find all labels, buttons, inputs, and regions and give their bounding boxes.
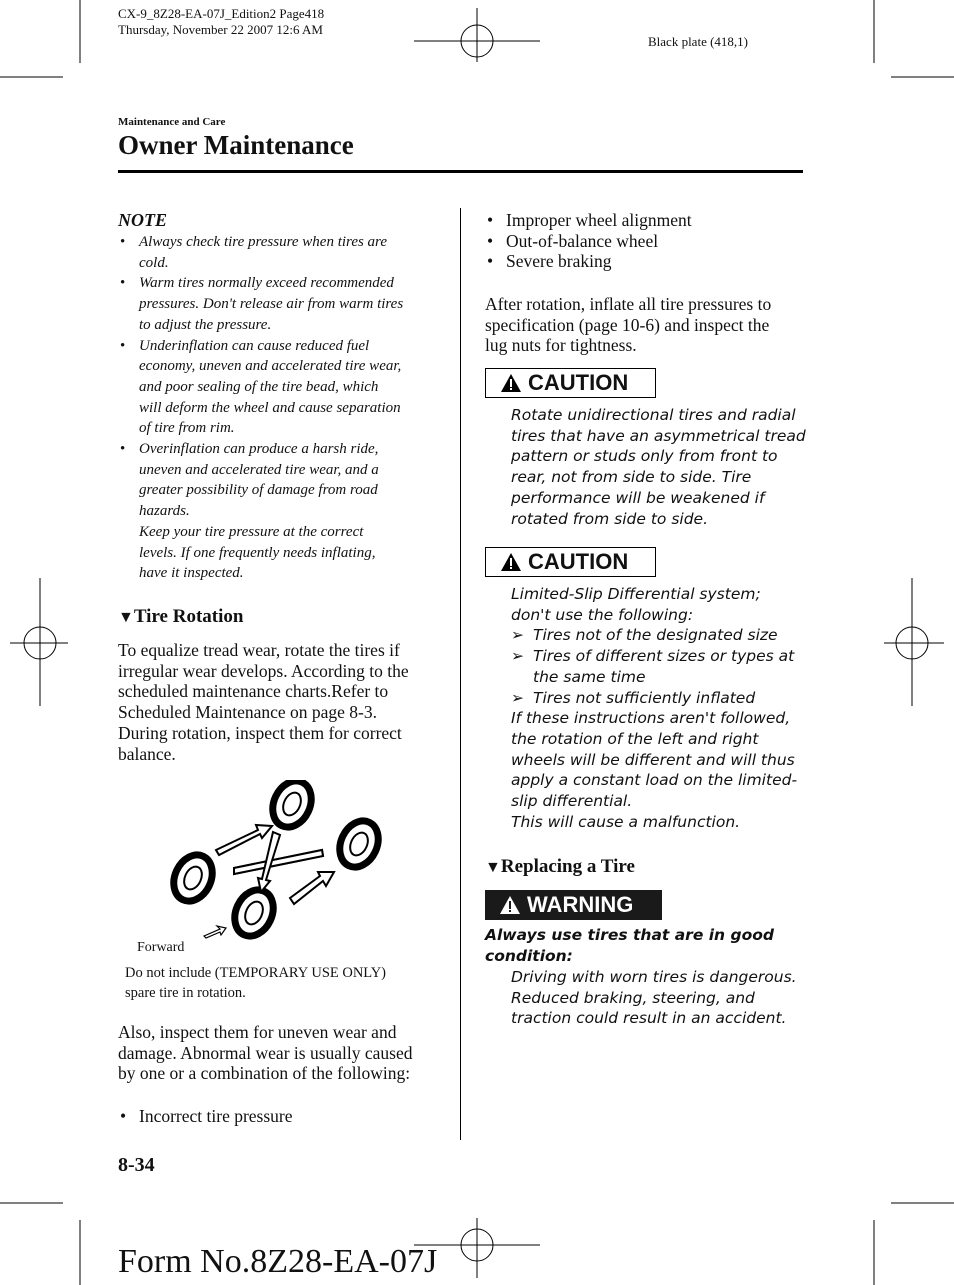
text-line: and poor sealing of the tire bead, which: [139, 378, 379, 395]
text-line: pressures. Don't release air from warm tires: [139, 296, 404, 313]
triangle-icon: ▼: [118, 609, 134, 626]
text-line: This will cause a malfunction.: [511, 812, 741, 831]
forward-arrow-icon: [204, 926, 226, 938]
note-item: [118, 439, 440, 584]
cause-item-1: [118, 1106, 448, 1127]
warning-triangle-icon: [499, 895, 521, 915]
text-line: slip differential.: [511, 792, 633, 811]
text-line: rear, not from side to side. Tire: [511, 468, 752, 487]
caution-1-text: [511, 405, 811, 529]
replacing-heading-text: Replacing a Tire: [500, 856, 635, 877]
text-line: Driving with worn tires is dangerous.: [511, 968, 797, 986]
cause-text: Incorrect tire pressure: [139, 1106, 293, 1126]
warning-triangle-icon: [500, 373, 522, 393]
caution-list-item: [511, 625, 811, 646]
note-list: [118, 232, 440, 584]
diagram-caption: [125, 964, 435, 1003]
cause-item-3: [485, 231, 805, 252]
text-line: Tires of different sizes or types at: [533, 647, 795, 666]
text-line: wheels will be different and will thus: [511, 750, 795, 769]
page-number: 8-34: [118, 1154, 155, 1176]
text-line: rotated from side to side.: [511, 509, 709, 528]
bullet-icon: •: [120, 1106, 127, 1126]
text-line: by one or a combination of the following:: [118, 1063, 411, 1084]
tire-rotation-heading: [118, 606, 243, 628]
text-line: After rotation, inflate all tire pressures to: [485, 294, 772, 314]
text-line: the rotation of the left and right: [511, 729, 759, 748]
warning-box: [485, 890, 662, 920]
text-line: performance will be weakened if: [511, 488, 765, 507]
text-line: will deform the wheel and cause separation: [139, 399, 401, 416]
text-line: condition:: [485, 946, 573, 965]
cause-list-continued: [485, 210, 805, 272]
bullet-icon: •: [487, 210, 494, 230]
text-line: levels. If one frequently needs inflating,: [139, 544, 376, 561]
text-line: specification (page 10-6) and inspect the: [485, 314, 770, 335]
after-rotation-paragraph: [485, 294, 805, 356]
page-title: Owner Maintenance: [118, 130, 354, 160]
plate-label: Black plate (418,1): [648, 34, 748, 49]
text-line: apply a constant load on the limited-: [511, 771, 798, 790]
text-line: hazards.: [139, 503, 190, 520]
bullet-icon: •: [120, 337, 126, 354]
note-item: [118, 336, 440, 440]
caution-box-1: [485, 368, 656, 398]
arrow-bullet-icon: ➢: [511, 688, 524, 707]
rear-left-tire-icon: [228, 884, 281, 940]
caution-2-text: [511, 584, 811, 832]
text-line: During rotation, inspect them for correct: [118, 722, 402, 743]
title-rule: [118, 170, 803, 173]
rotation-arrows-icon: [216, 825, 334, 904]
replacing-heading: [485, 856, 635, 878]
text-line: spare tire in rotation.: [125, 984, 246, 1001]
text-line: Always use tires that are in good: [485, 926, 774, 944]
print-header: [118, 6, 324, 38]
note-heading: NOTE: [118, 210, 167, 230]
arrow-bullet-icon: ➢: [511, 626, 524, 645]
text-line: Do not include (TEMPORARY USE ONLY): [125, 965, 387, 981]
cause-item-4: [485, 251, 805, 272]
cause-text: Severe braking: [506, 251, 612, 272]
text-line: cold.: [139, 254, 169, 271]
text-line: Scheduled Maintenance on page 8-3.: [118, 702, 378, 723]
text-line: of tire from rim.: [139, 420, 235, 437]
caution-box-2: [485, 547, 656, 577]
text-line: Warm tires normally exceed recommended: [139, 275, 394, 292]
text-line: the same time: [533, 667, 646, 686]
warning-text: [511, 967, 811, 1029]
text-line: If these instructions aren't followed,: [511, 709, 791, 728]
text-line: Reduced braking, steering, and: [511, 988, 755, 1007]
column-divider: [460, 208, 461, 1140]
text-line: don't use the following:: [511, 605, 694, 624]
bullet-icon: •: [120, 234, 126, 250]
cause-text: Improper wheel alignment: [506, 210, 692, 230]
front-left-tire-icon: [167, 849, 220, 908]
text-line: Keep your tire pressure at the correct: [139, 523, 364, 540]
cause-item-2: [485, 210, 805, 231]
text-line: uneven and accelerated tire wear, and a: [139, 461, 379, 478]
text-line: irregular wear develops. According to the: [118, 660, 409, 681]
text-line: have it inspected.: [139, 565, 244, 582]
text-line: economy, uneven and accelerated tire wear,: [139, 358, 402, 375]
section-caption: Maintenance and Care: [118, 116, 226, 128]
print-header-line2: Thursday, November 22 2007 12:6 AM: [118, 22, 323, 37]
note-item: [118, 232, 440, 273]
text-line: to adjust the pressure.: [139, 316, 272, 333]
bullet-icon: •: [487, 230, 494, 251]
arrow-bullet-icon: ➢: [511, 647, 524, 666]
inspection-paragraph: [118, 1022, 448, 1084]
text-line: Tires not of the designated size: [533, 626, 778, 645]
text-line: Limited-Slip Differential system;: [511, 585, 761, 603]
text-line: Overinflation can produce a harsh ride,: [139, 441, 379, 458]
text-line: Tires not sufficiently inflated: [533, 688, 756, 707]
text-line: Rotate unidirectional tires and radial: [511, 406, 796, 424]
warning-label: WARNING: [527, 892, 634, 917]
text-line: Also, inspect them for uneven wear and: [118, 1022, 397, 1042]
text-line: Underinflation can cause reduced fuel: [139, 337, 370, 354]
caution-label: CAUTION: [528, 549, 629, 574]
caution-label: CAUTION: [528, 370, 629, 395]
text-line: balance.: [118, 743, 176, 764]
text-line: scheduled maintenance charts.Refer to: [118, 681, 389, 702]
warning-triangle-icon: [500, 552, 522, 572]
forward-label: Forward: [137, 940, 185, 955]
tire-rotation-diagram: [130, 780, 400, 940]
caution-list-item: [511, 646, 811, 687]
text-line: To equalize tread wear, rotate the tires if: [118, 640, 400, 660]
text-line: greater possibility of damage from road: [139, 482, 378, 499]
text-line: pattern or studs only from front to: [511, 447, 778, 466]
warning-bold-text: [485, 925, 805, 966]
text-line: lug nuts for tightness.: [485, 335, 637, 356]
text-line: traction could result in an accident.: [511, 1009, 787, 1028]
cause-text: Out-of-balance wheel: [506, 230, 659, 251]
note-item: [118, 273, 440, 335]
text-line: Always check tire pressure when tires are: [139, 234, 387, 250]
triangle-icon: ▼: [485, 859, 501, 876]
caution-list-item: [511, 688, 811, 709]
bullet-icon: •: [120, 275, 126, 292]
print-header-line1: CX-9_8Z28-EA-07J_Edition2 Page418: [118, 6, 325, 21]
text-line: tires that have an asymmetrical tread: [511, 426, 806, 445]
rear-right-tire-icon: [333, 815, 386, 874]
bullet-icon: •: [487, 251, 494, 272]
tire-rotation-paragraph: [118, 640, 448, 764]
form-number: Form No.8Z28-EA-07J: [118, 1243, 438, 1280]
tire-rotation-heading-text: Tire Rotation: [133, 606, 244, 627]
bullet-icon: •: [120, 441, 126, 458]
text-line: damage. Abnormal wear is usually caused: [118, 1042, 413, 1063]
